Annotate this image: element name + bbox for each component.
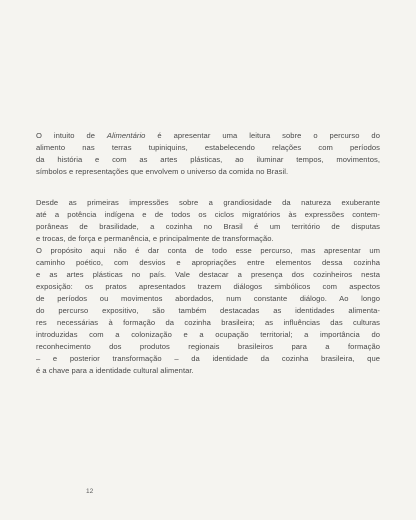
body-line: – e posterior transformação – da identidade da cozinha brasileira, que (36, 354, 380, 363)
body-line: Desde as primeiras impressões sobre a grandiosidade da natureza exuberante (36, 198, 380, 207)
body-line: reconhecimento dos produtos regionais brasileiros para a formação (36, 342, 380, 351)
body-line: introduzidas com a colonização e a ocupação territorial; a importância do (36, 330, 380, 339)
body-line: res necessárias à formação da cozinha brasileira; as influências das culturas (36, 318, 380, 327)
body-line: até a potência indígena e de todos os ciclos migratórios às expressões contem- (36, 210, 380, 219)
intro-line: da história e com as artes plásticas, ao iluminar tempos, movimentos, (36, 155, 380, 164)
body-paragraph (36, 197, 380, 377)
body-line: O propósito aqui não é dar conta de todo esse percurso, mas apresentar um (36, 246, 380, 255)
page-number: 12 (86, 488, 94, 495)
body-line: caminho poético, com desvios e apropriações entre elementos dessa cozinha (36, 258, 380, 267)
body-line: e trocas, de força e permanência, e principalmente de transformação. (36, 234, 274, 243)
intro-line: símbolos e representações que envolvem o universo da comida no Brasil. (36, 167, 289, 176)
book-title: Alimentário (106, 131, 146, 140)
body-line: é a chave para a identidade cultural alimentar. (36, 366, 194, 375)
intro-paragraph (36, 130, 380, 178)
body-line: porâneas de brasilidade, a cozinha no Brasil é um território de disputas (36, 222, 380, 231)
intro-line: O intuito de Alimentário é apresentar uma leitura sobre o percurso do (36, 131, 380, 140)
body-line: exposição: os pratos apresentados trazem diálogos simbólicos com aspectos (36, 282, 380, 291)
body-line: e as artes plásticas no país. Vale destacar a presença dos cozinheiros nesta (36, 270, 380, 279)
body-line: do percurso expositivo, são também destacadas as identidades alimenta- (36, 306, 380, 315)
body-line: de períodos ou movimentos abordados, num constante diálogo. Ao longo (36, 294, 380, 303)
intro-line: alimento nas terras tupiniquins, estabelecendo relações com períodos (36, 143, 380, 152)
